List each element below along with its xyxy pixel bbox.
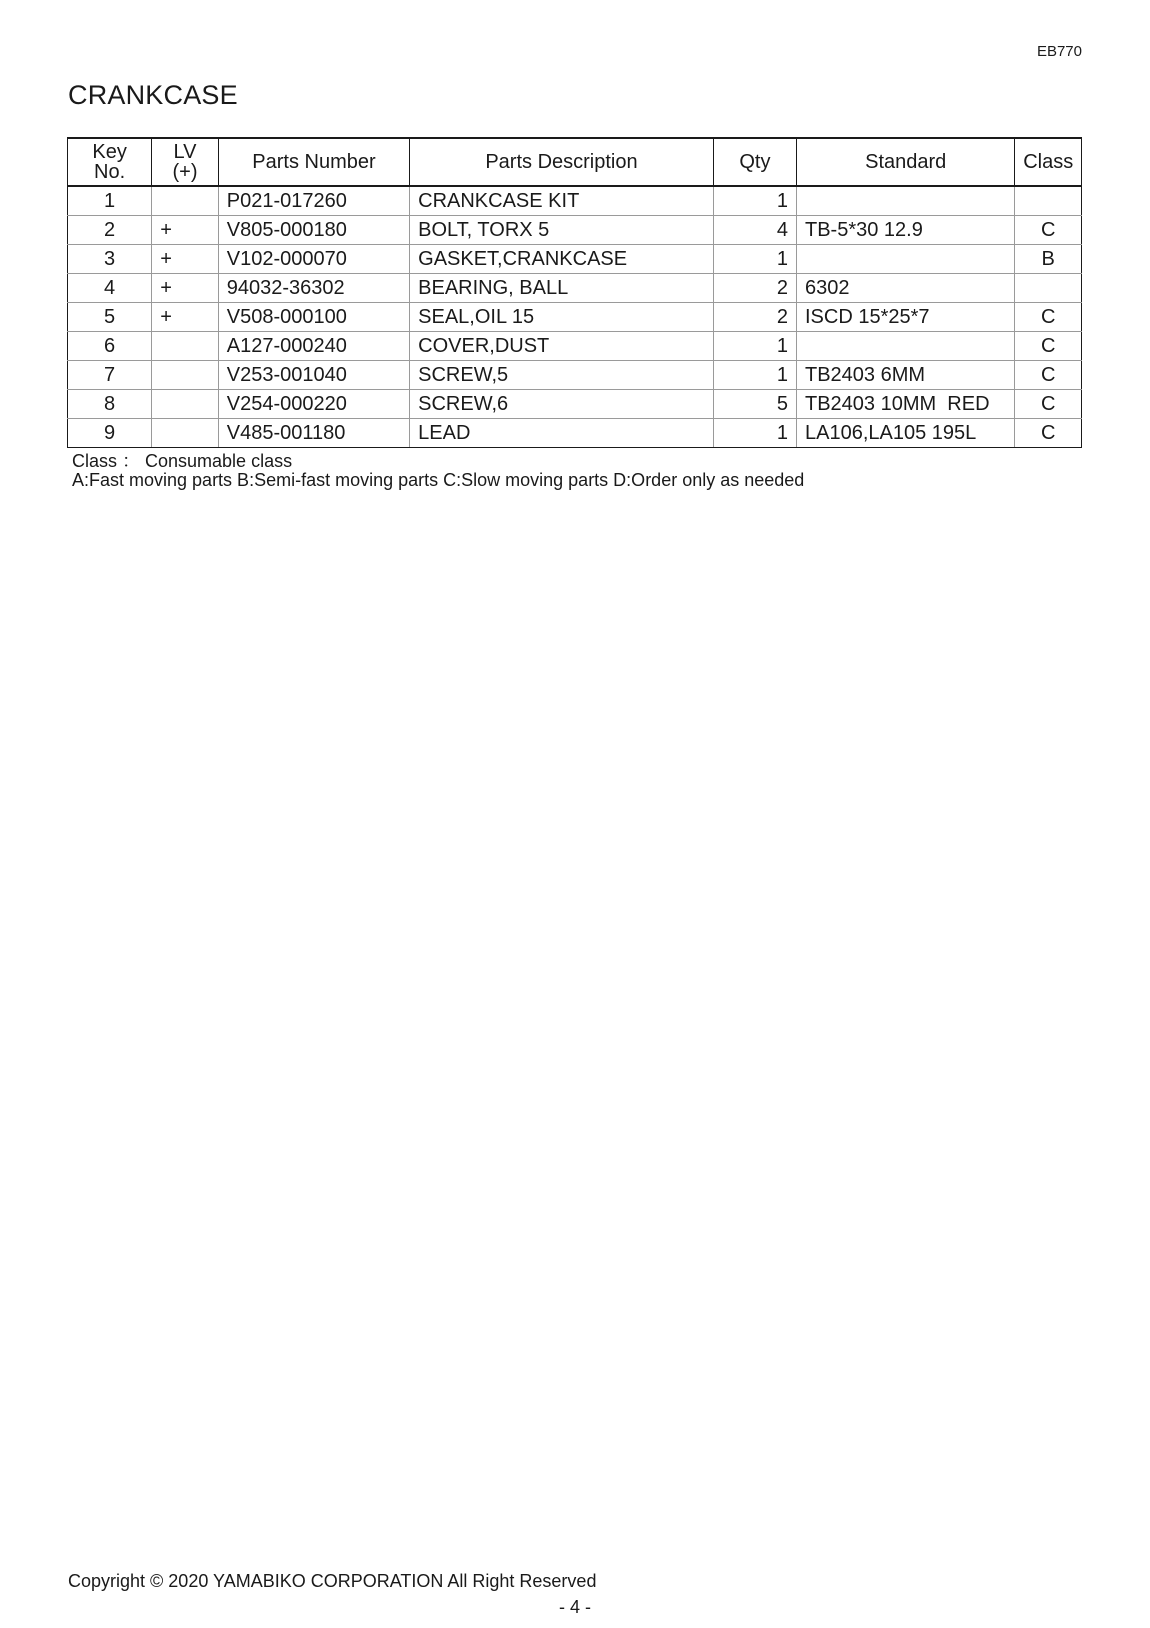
table-row — [68, 361, 1082, 390]
cell-lv — [152, 361, 219, 390]
cell-class: C — [1015, 216, 1082, 245]
table-row — [68, 245, 1082, 274]
header-class: Class — [1015, 138, 1082, 186]
cell-description: CRANKCASE KIT — [410, 186, 714, 216]
cell-qty: 1 — [713, 332, 796, 361]
header-lv — [152, 138, 219, 186]
cell-key: 2 — [68, 216, 152, 245]
cell-key: 1 — [68, 186, 152, 216]
cell-qty: 2 — [713, 274, 796, 303]
cell-part-number: 94032-36302 — [218, 274, 409, 303]
cell-standard: TB2403 6MM — [797, 361, 1015, 390]
cell-lv: + — [152, 216, 219, 245]
cell-part-number: V254-000220 — [218, 390, 409, 419]
header-standard: Standard — [797, 138, 1015, 186]
table-header-row — [68, 138, 1082, 186]
cell-standard: 6302 — [797, 274, 1015, 303]
legend-title: Class ： Consumable class — [72, 451, 293, 471]
cell-class: C — [1015, 390, 1082, 419]
class-legend — [72, 452, 804, 490]
cell-standard — [797, 186, 1015, 216]
table-row — [68, 216, 1082, 245]
cell-description: SCREW,5 — [410, 361, 714, 390]
cell-description: SCREW,6 — [410, 390, 714, 419]
cell-key: 5 — [68, 303, 152, 332]
cell-lv: + — [152, 303, 219, 332]
header-parts-number: Parts Number — [218, 138, 409, 186]
header-key-no — [68, 138, 152, 186]
table-row — [68, 390, 1082, 419]
cell-class — [1015, 186, 1082, 216]
cell-class: C — [1015, 419, 1082, 448]
cell-qty: 1 — [713, 186, 796, 216]
cell-standard — [797, 332, 1015, 361]
table-row — [68, 303, 1082, 332]
cell-standard: LA106,LA105 195L — [797, 419, 1015, 448]
cell-qty: 5 — [713, 390, 796, 419]
cell-key: 8 — [68, 390, 152, 419]
header-key-no-line1: Key — [92, 141, 127, 163]
cell-key: 6 — [68, 332, 152, 361]
parts-table — [67, 137, 1082, 448]
cell-part-number: V253-001040 — [218, 361, 409, 390]
table-row — [68, 186, 1082, 216]
model-code: EB770 — [1036, 43, 1082, 60]
cell-description: BEARING, BALL — [410, 274, 714, 303]
cell-class — [1015, 274, 1082, 303]
cell-description: BOLT, TORX 5 — [410, 216, 714, 245]
page-number: - 4 - — [558, 1597, 591, 1617]
cell-standard: TB-5*30 12.9 — [797, 216, 1015, 245]
table-row — [68, 419, 1082, 448]
cell-key: 9 — [68, 419, 152, 448]
legend-description: A:Fast moving parts B:Semi-fast moving parts C:Slow moving parts D:Order only as needed — [72, 470, 805, 490]
cell-lv — [152, 390, 219, 419]
table-row — [68, 274, 1082, 303]
cell-lv — [152, 419, 219, 448]
cell-description: SEAL,OIL 15 — [410, 303, 714, 332]
cell-qty: 1 — [713, 361, 796, 390]
cell-lv — [152, 332, 219, 361]
cell-lv: + — [152, 245, 219, 274]
cell-key: 4 — [68, 274, 152, 303]
cell-key: 3 — [68, 245, 152, 274]
copyright-notice: Copyright © 2020 YAMABIKO CORPORATION All Right Reserved — [68, 1571, 597, 1591]
cell-class: C — [1015, 361, 1082, 390]
cell-standard: TB2403 10MM RED — [797, 390, 1015, 419]
cell-qty: 2 — [713, 303, 796, 332]
cell-class: B — [1015, 245, 1082, 274]
cell-description: LEAD — [410, 419, 714, 448]
cell-part-number: V508-000100 — [218, 303, 409, 332]
header-lv-line1: LV — [173, 141, 197, 163]
header-lv-line2: (+) — [172, 161, 198, 183]
cell-class: C — [1015, 332, 1082, 361]
cell-part-number: V805-000180 — [218, 216, 409, 245]
cell-description: GASKET,CRANKCASE — [410, 245, 714, 274]
cell-part-number: A127-000240 — [218, 332, 409, 361]
cell-standard — [797, 245, 1015, 274]
header-qty: Qty — [713, 138, 796, 186]
cell-description: COVER,DUST — [410, 332, 714, 361]
cell-part-number: P021-017260 — [218, 186, 409, 216]
cell-lv — [152, 186, 219, 216]
cell-qty: 1 — [713, 419, 796, 448]
cell-part-number: V102-000070 — [218, 245, 409, 274]
cell-lv: + — [152, 274, 219, 303]
header-parts-description: Parts Description — [410, 138, 714, 186]
cell-key: 7 — [68, 361, 152, 390]
cell-part-number: V485-001180 — [218, 419, 409, 448]
cell-qty: 1 — [713, 245, 796, 274]
section-title: CRANKCASE — [68, 80, 238, 110]
cell-standard: ISCD 15*25*7 — [797, 303, 1015, 332]
table-row — [68, 332, 1082, 361]
cell-qty: 4 — [713, 216, 796, 245]
header-key-no-line2: No. — [94, 161, 126, 183]
cell-class: C — [1015, 303, 1082, 332]
